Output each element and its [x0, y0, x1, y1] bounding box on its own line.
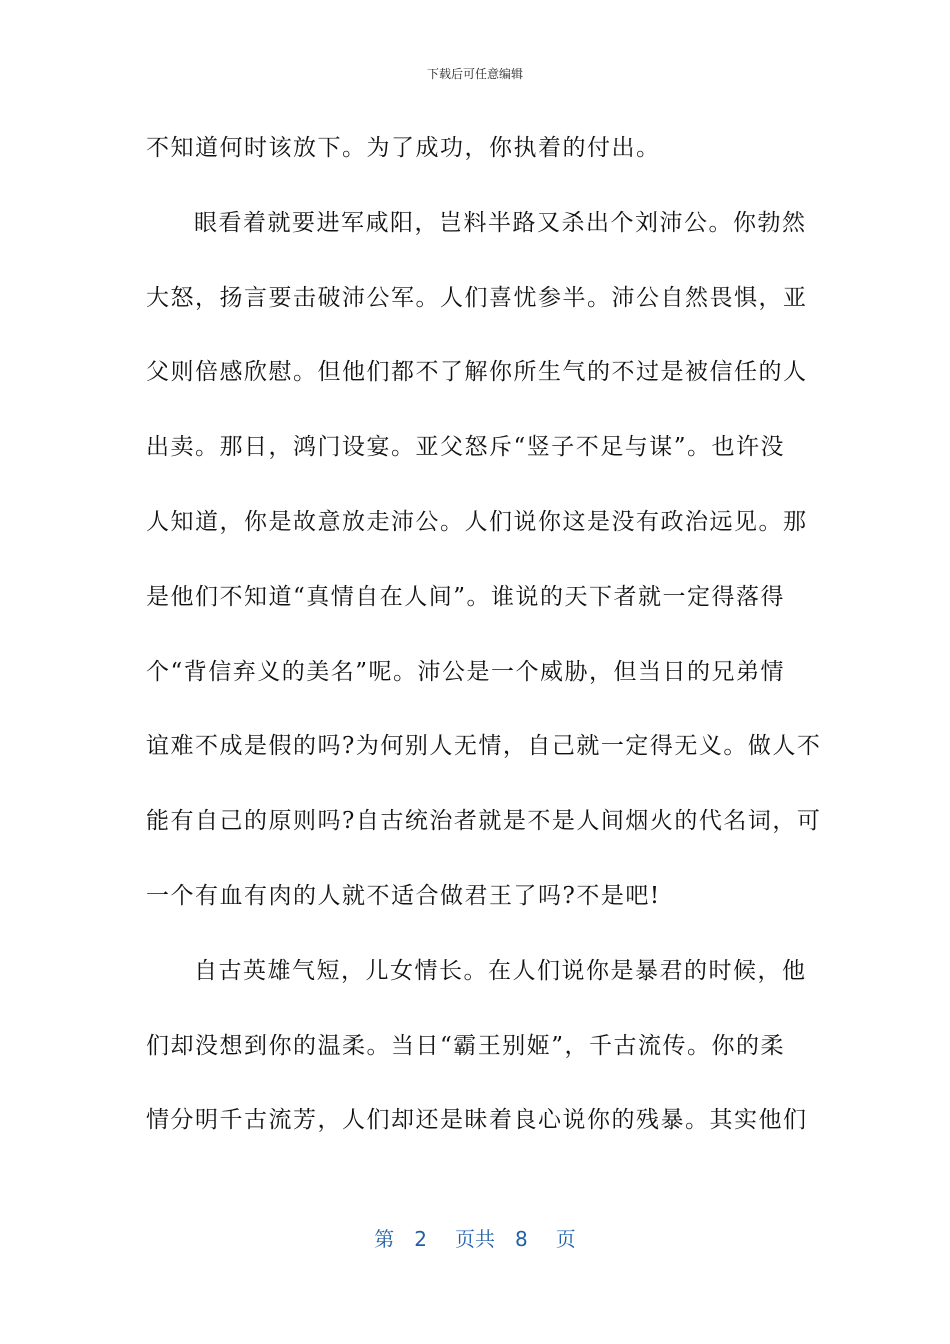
footer-current-page: 2	[414, 1227, 427, 1251]
text-line: 谊难不成是假的吗?为何别人无情，自己就一定得无义。做人不	[146, 733, 822, 760]
footer-suffix: 页	[555, 1227, 576, 1251]
text-line: 出卖。那日，鸿门设宴。亚父怒斥“竖子不足与谋”。也许没	[146, 434, 786, 461]
text-line: 一个有血有肉的人就不适合做君王了吗?不是吧!	[146, 882, 661, 909]
text-line: 眼看着就要进军咸阳，岂料半路又杀出个刘沛公。你勃然	[194, 209, 807, 236]
text-line: 个“背信弃义的美名”呢。沛公是一个威胁，但当日的兄弟情	[146, 658, 786, 685]
text-line: 自古英雄气短，儿女情长。在人们说你是暴君的时候，他	[194, 957, 807, 984]
text-line: 能有自己的原则吗?自古统治者就是不是人间烟火的代名词，可	[146, 808, 822, 835]
page-header-note: 下载后可任意编辑	[426, 67, 523, 81]
footer-total-pages: 8	[515, 1227, 528, 1251]
footer-prefix: 第	[374, 1227, 395, 1251]
text-line: 父则倍感欣慰。但他们都不了解你所生气的不过是被信任的人	[146, 359, 808, 386]
page-footer	[0, 1226, 950, 1252]
text-line: 不知道何时该放下。为了成功，你执着的付出。	[146, 135, 661, 161]
text-line: 人知道，你是故意放走沛公。人们说你这是没有政治远见。那	[146, 508, 808, 535]
text-line: 是他们不知道“真情自在人间”。谁说的天下者就一定得落得	[146, 583, 786, 610]
footer-middle: 页共	[455, 1227, 495, 1251]
text-line: 们却没想到你的温柔。当日“霸王别姬”，千古流传。你的柔	[146, 1032, 786, 1059]
document-body	[146, 125, 822, 1172]
text-line: 情分明千古流芳，人们却还是昧着良心说你的残暴。其实他们	[146, 1107, 808, 1134]
text-line: 大怒，扬言要击破沛公军。人们喜忧参半。沛公自然畏惧，亚	[146, 284, 808, 311]
